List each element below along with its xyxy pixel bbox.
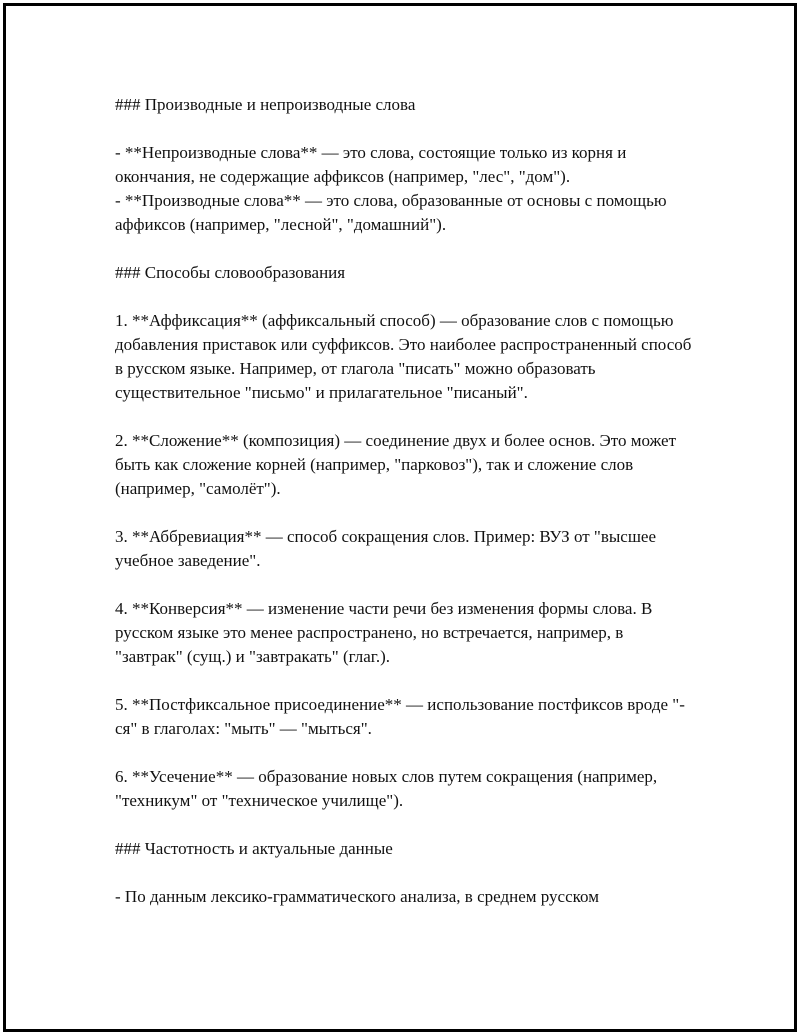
method-affixation: 1. **Аффиксация** (аффиксальный способ) — образование слов с помощью добавления приставок или суффиксов. Это наиболее распространенный способ в русском языке. Например, от глагола "писать" можно образовать существительное "письмо" и прилагательное "писаный". [115, 311, 696, 402]
heading-frequency-data: ### Частотность и актуальные данные [115, 839, 393, 858]
method-abbreviation: 3. **Аббревиация** — способ сокращения слов. Пример: ВУЗ от "высшее учебное заведение". [115, 527, 661, 570]
list-item-nonderived: - **Непроизводные слова** — это слова, состоящие только из корня и окончания, не содержащие аффиксов (например, "лес", "дом"). [115, 143, 631, 186]
method-compounding: 2. **Сложение** (композиция) — соединение двух и более основ. Это может быть как сложение корней (например, "парковоз"), так и сложение слов (например, "самолёт"). [115, 431, 681, 498]
heading-word-formation-methods: ### Способы словообразования [115, 263, 346, 282]
method-truncation: 6. **Усечение** — образование новых слов путем сокращения (например, "техникум" от "техническое училище"). [115, 767, 662, 810]
heading-derived-words: ### Производные и непроизводные слова [115, 95, 416, 114]
frequency-intro-text: - По данным лексико-грамматического анализа, в среднем русском [115, 887, 599, 906]
method-postfixation: 5. **Постфиксальное присоединение** — использование постфиксов вроде "-ся" в глаголах: "мыть" — "мыться". [115, 695, 685, 738]
list-item-derived: - **Производные слова** — это слова, образованные от основы с помощью аффиксов (например, "лесной", "домашний"). [115, 191, 671, 234]
method-conversion: 4. **Конверсия** — изменение части речи без изменения формы слова. В русском языке это менее распространено, но встречается, например, в "завтрак" (сущ.) и "завтракать" (глаг.). [115, 599, 657, 666]
document-body [115, 93, 695, 909]
